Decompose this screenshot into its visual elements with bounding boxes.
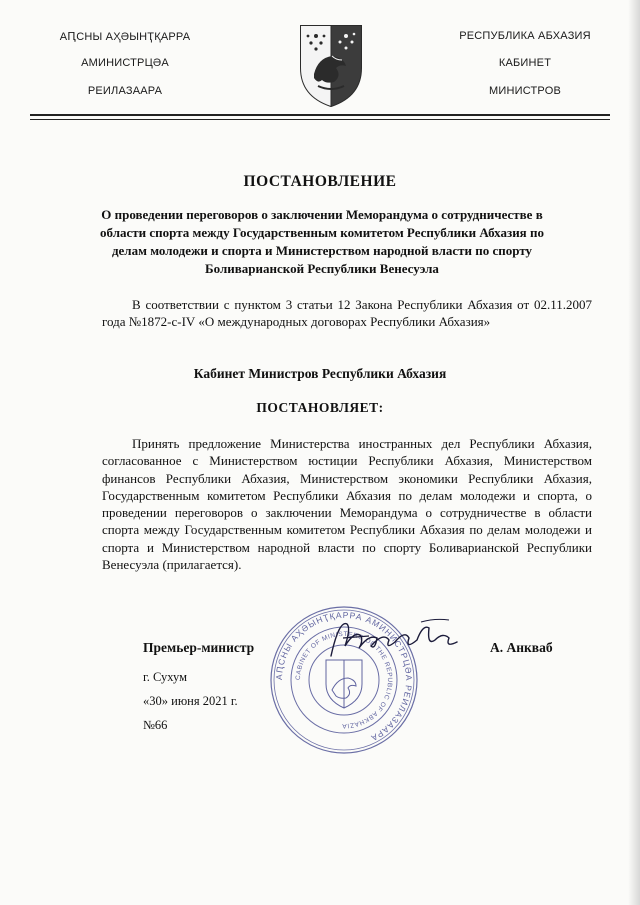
signer-position: Премьер-министр	[143, 640, 255, 655]
header-left-line-2: АМИНИСТРЦӘА	[81, 57, 169, 69]
decision-paragraph: Принять предложение Министерства иностранных дел Республики Абхазия, согласованное с Министерством юстиции Республики Абхазия, Министерством финансов Республики Абхазия, Министерством экономики Республики Абхазия, Государственным комитетом Республики Абхазия по делам молодежи и спорта, о проведении переговоров о заключении Меморандума о сотрудничестве в области спорта между Государственным комитетом Республики Абхазия по делам молодежи и спорта и Министерством народной власти по спорту Боливарианской Республики Венесуэла (прилагается).	[102, 436, 592, 573]
document-title: ПОСТАНОВЛЕНИЕ	[243, 173, 397, 190]
document-date: «30» июня 2021 г.	[143, 694, 238, 708]
header-right-line-1: РЕСПУБЛИКА АБХАЗИЯ	[459, 30, 591, 42]
coat-of-arms-icon	[296, 22, 366, 108]
header-right-line-2: КАБИНЕТ	[498, 57, 552, 69]
document-place: г. Сухум	[143, 670, 188, 684]
header-left-line-3: РЕИЛАЗААРА	[87, 85, 163, 97]
page-edge-shadow	[628, 0, 640, 905]
document-subject: О проведении переговоров о заключении Меморандума о сотрудничестве в области спорта между Государственным комитетом Республики Абхазия по делам молодежи и спорта и Министерством народной власти по спорту Боливарианской Республики Венесуэла	[100, 207, 544, 276]
seal-inner-text: CABINET OF MINISTERS OF THE REPUBLIC OF ABKHAZIA	[294, 630, 394, 730]
seal-outer-text: АԤСНЫ АҲӘЫНҬҚАРРА АМИНИСТРЦӘА РЕИЛАЗААРА	[273, 609, 415, 744]
header-rule-thin	[30, 119, 610, 120]
header-right-line-3: МИНИСТРОВ	[488, 85, 561, 97]
handwritten-signature	[325, 616, 465, 662]
issuing-body: Кабинет Министров Республики Абхазия	[193, 366, 447, 381]
resolves-heading: ПОСТАНОВЛЯЕТ:	[256, 400, 384, 415]
header-rule-thick	[30, 114, 610, 116]
signer-name: А. Анкваб	[490, 640, 553, 655]
header-left-line-1: АԤСНЫ АҲӘЫНҬҚАРРА	[59, 31, 191, 43]
preamble-paragraph: В соответствии с пунктом 3 статьи 12 Закона Республики Абхазия от 02.11.2007 года №1872-с-IV «О международных договорах Республики Абхазия»	[102, 297, 592, 330]
document-number: №66	[143, 718, 168, 732]
